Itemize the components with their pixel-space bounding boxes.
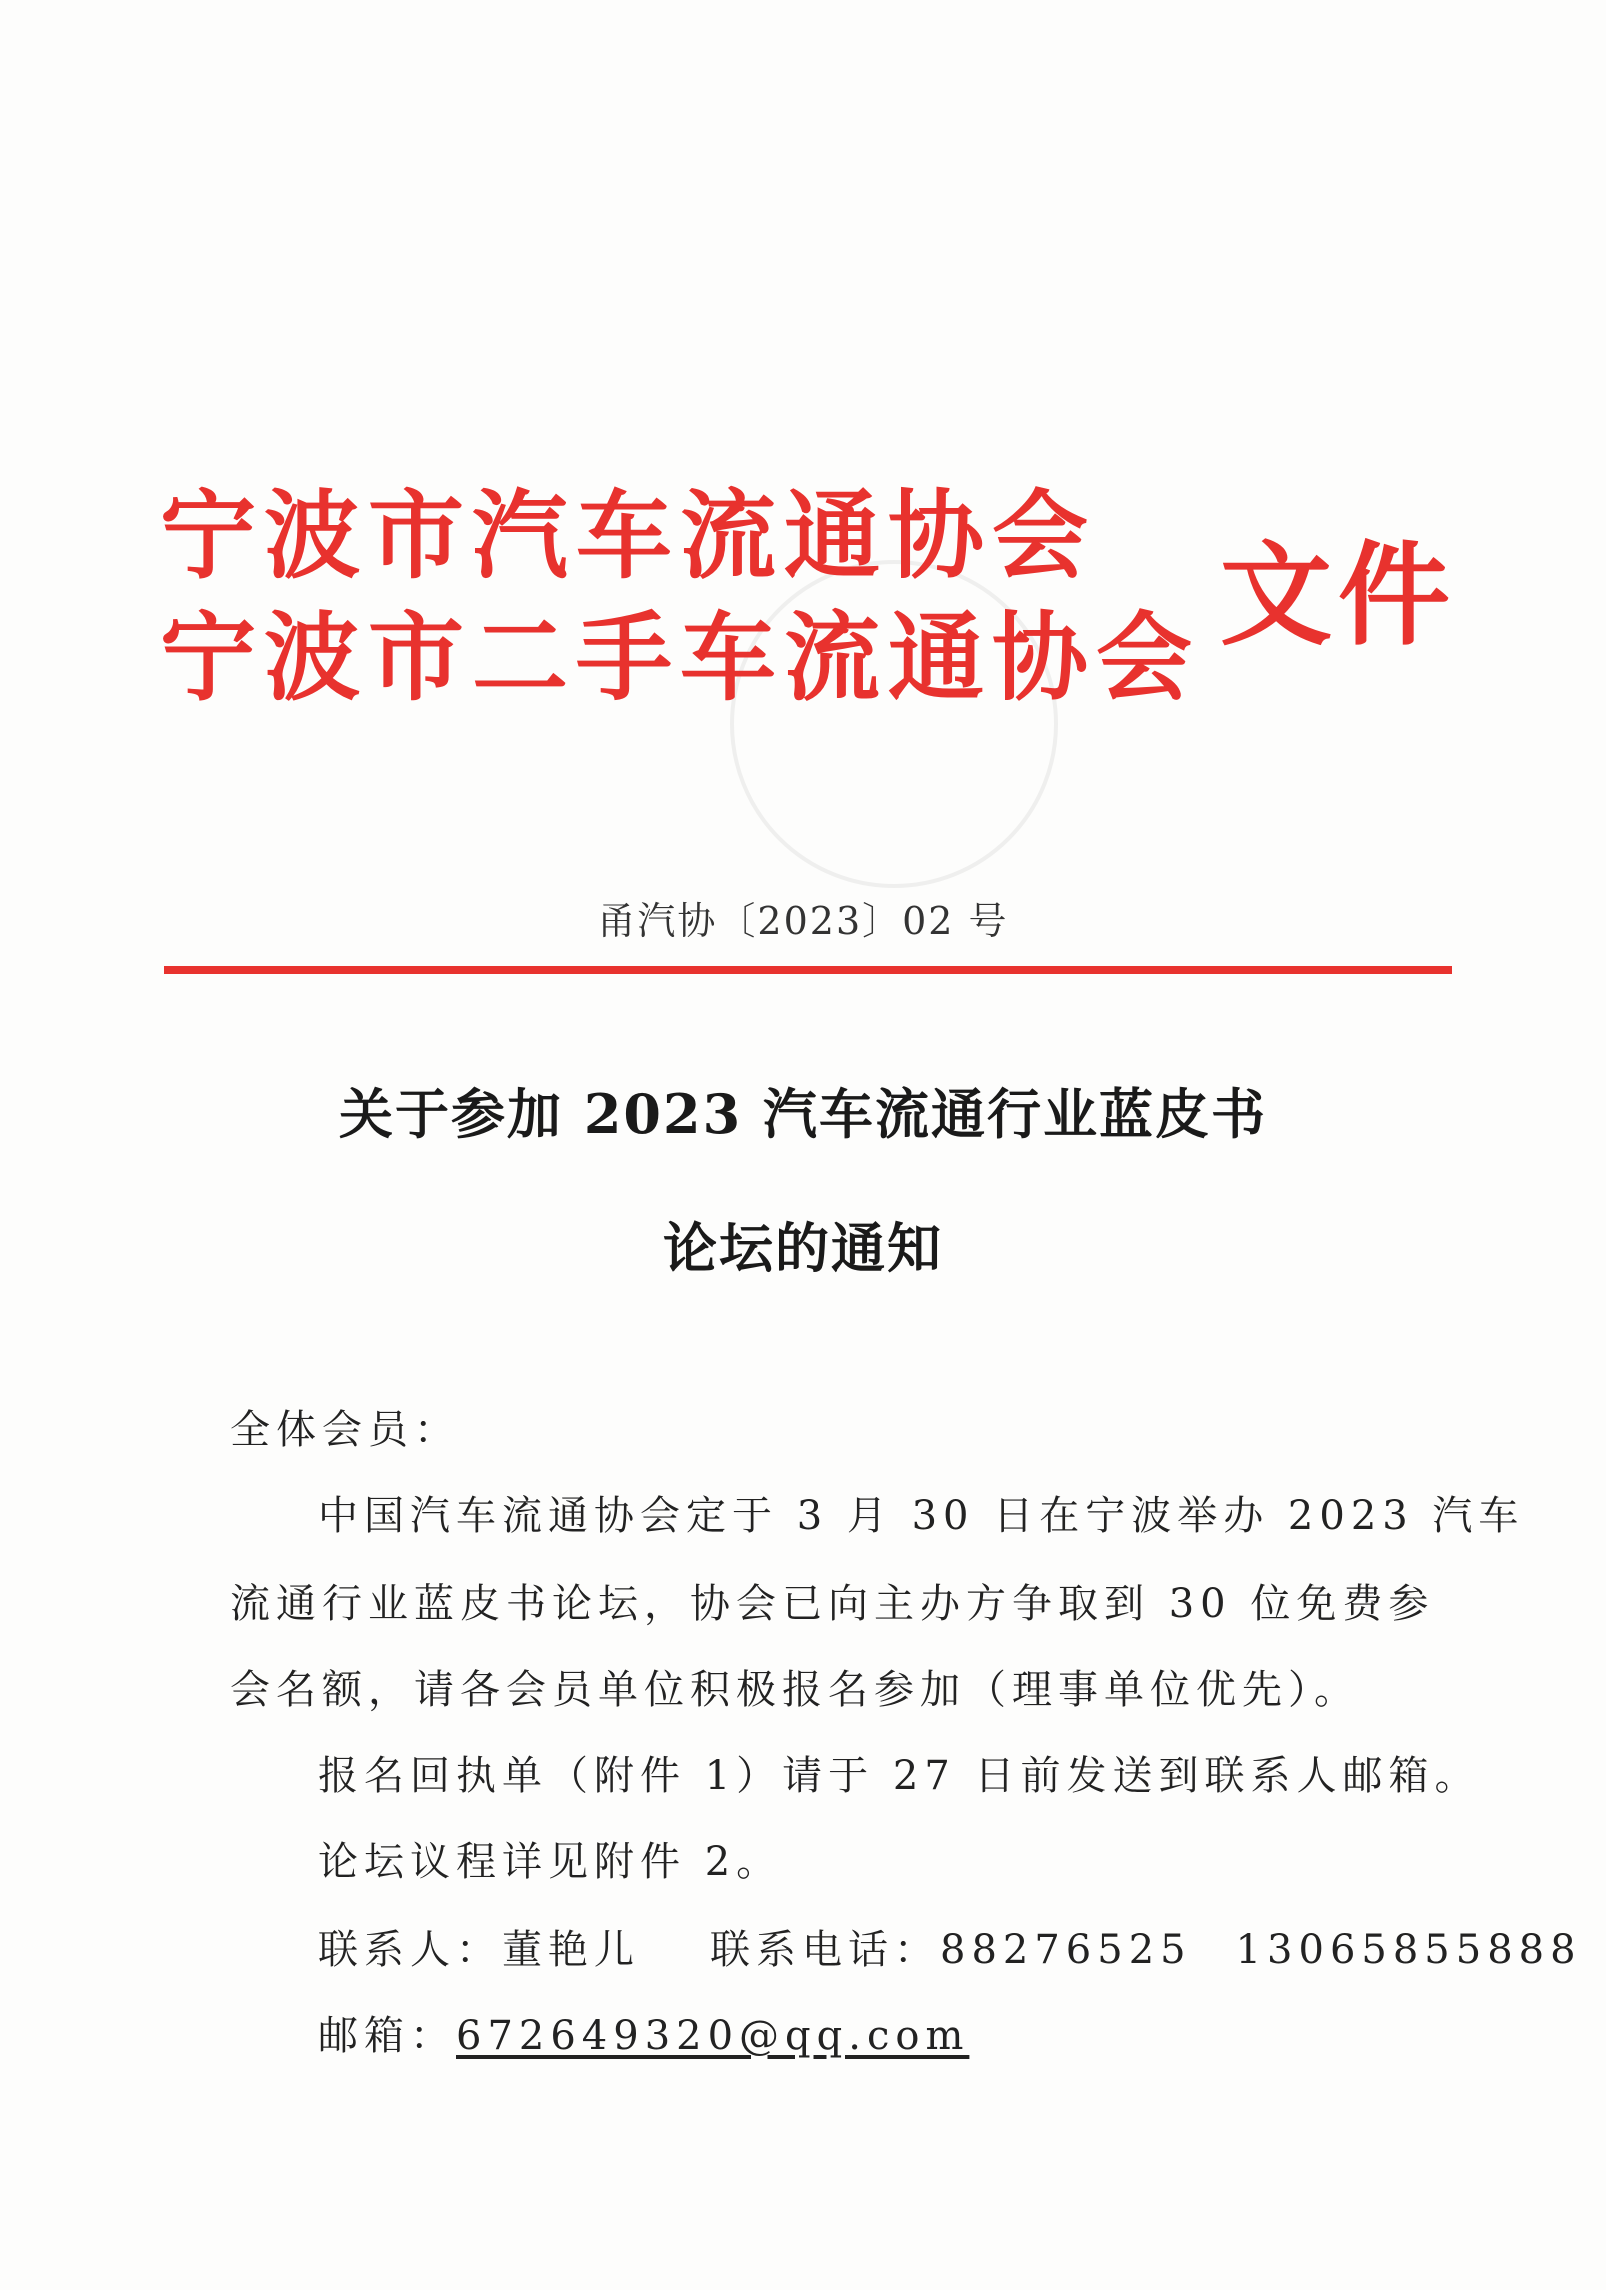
contact-label: 联系人：	[318, 1927, 502, 1973]
paragraph-1-line-2: 流通行业蓝皮书论坛，协会已向主办方争取到 30 位免费参	[230, 1581, 1435, 1627]
contact-name: 董艳儿	[502, 1927, 640, 1973]
email-label: 邮箱：	[318, 2013, 456, 2059]
phone-label: 联系电话：	[710, 1927, 940, 1973]
salutation: 全体会员：	[230, 1407, 460, 1453]
email-link[interactable]: 672649320@qq.com	[456, 2013, 970, 2059]
document-number: 甬汽协〔2023〕02 号	[597, 899, 1009, 943]
title-line-1: 关于参加 2023 汽车流通行业蓝皮书	[339, 1082, 1267, 1146]
paragraph-2: 报名回执单（附件 1）请于 27 日前发送到联系人邮箱。	[318, 1753, 1481, 1799]
phone-number-2: 13065855888	[1235, 1927, 1582, 1973]
email-line	[318, 2004, 969, 2061]
paragraph-1-line-3: 会名额，请各会员单位积极报名参加（理事单位优先）。	[230, 1667, 1360, 1713]
header-doc-type: 文件	[1220, 530, 1456, 661]
paragraph-1-line-1: 中国汽车流通协会定于 3 月 30 日在宁波举办 2023 汽车	[318, 1493, 1525, 1539]
contact-line	[318, 1918, 1582, 1975]
phone-number-1: 88276525	[940, 1927, 1192, 1973]
paragraph-3: 论坛议程详见附件 2。	[318, 1839, 783, 1885]
title-line-2: 论坛的通知	[663, 1216, 943, 1280]
red-divider-rule	[164, 966, 1452, 974]
header-org-line-1: 宁波市汽车流通协会	[160, 479, 1096, 592]
header-org-line-2: 宁波市二手车流通协会	[160, 601, 1200, 714]
